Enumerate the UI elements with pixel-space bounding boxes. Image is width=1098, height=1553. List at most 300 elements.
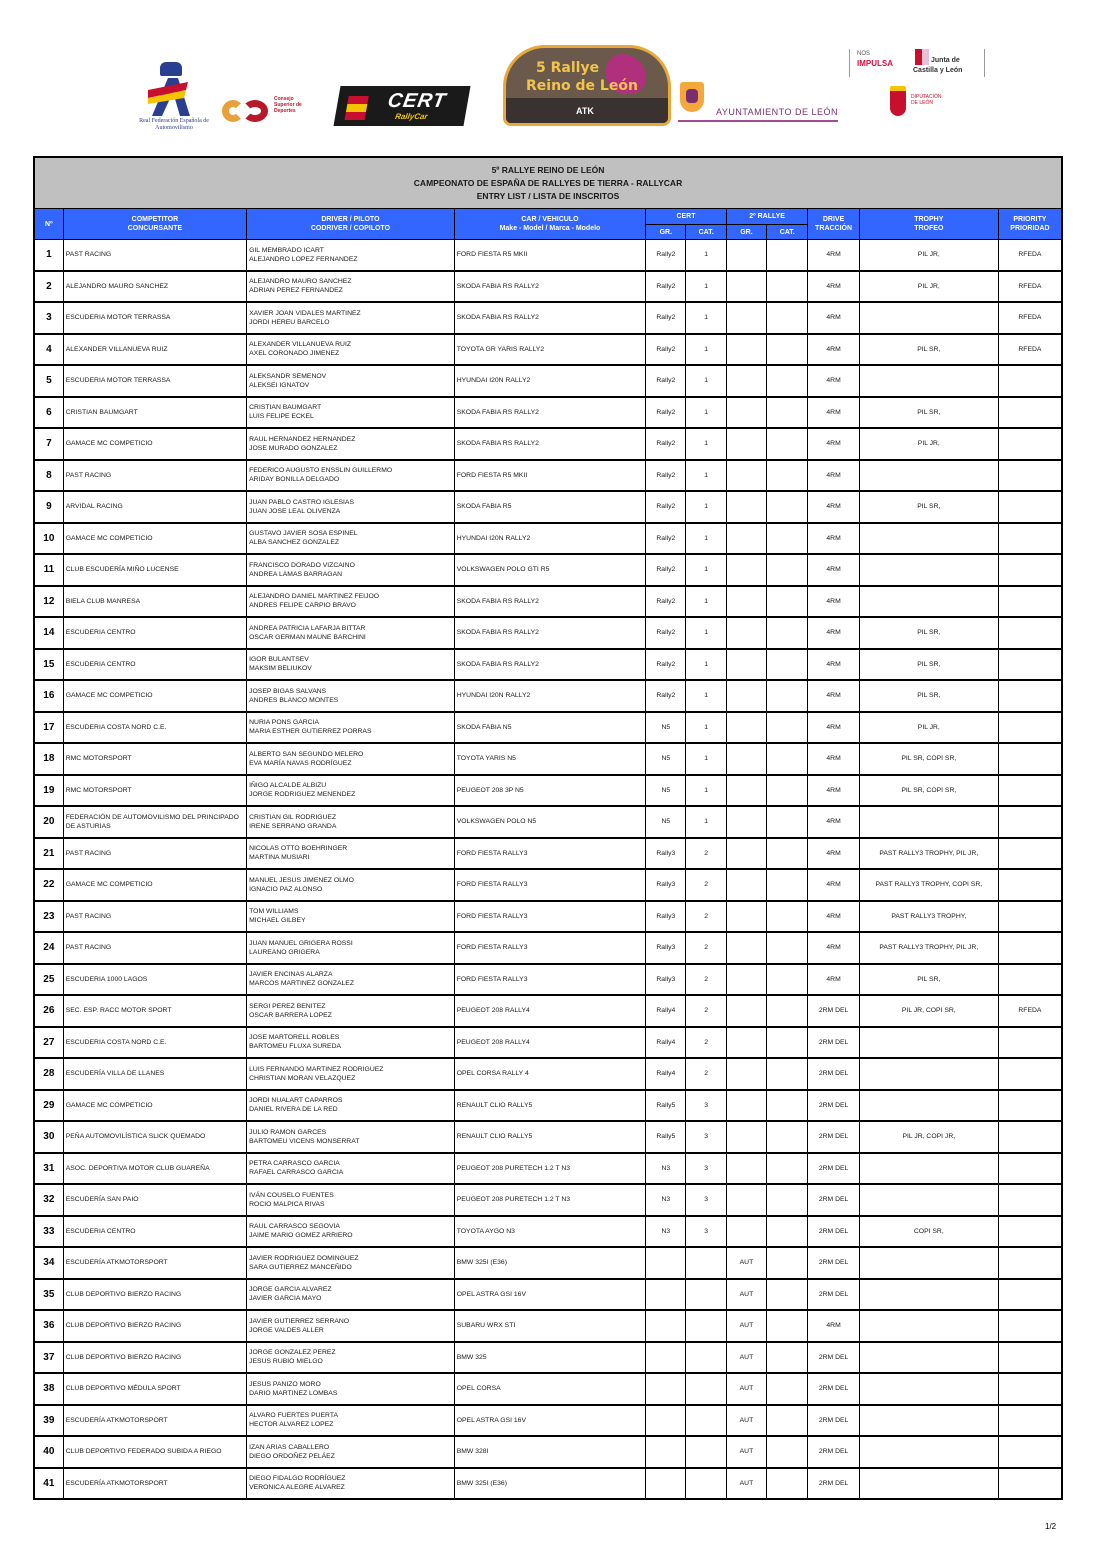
- priority: [998, 869, 1062, 901]
- cert-category: 1: [686, 460, 726, 492]
- rallye2-group: [726, 1184, 766, 1216]
- cert-text: CERT: [385, 90, 448, 112]
- crew: [247, 302, 455, 334]
- rallye2-group: AUT: [726, 1436, 766, 1468]
- rallye2-group: AUT: [726, 1373, 766, 1405]
- spain-flag-icon: [345, 96, 369, 120]
- rallye2-group: [726, 712, 766, 744]
- codriver: BARTOMEU FLUXA SUREDA: [249, 1043, 342, 1051]
- priority: [998, 1468, 1062, 1500]
- trophy: PIL SR,: [859, 649, 998, 681]
- crew: [247, 1468, 455, 1500]
- car: SKODA FABIA RS RALLY2: [454, 428, 645, 460]
- codriver: VERONICA ALEGRE ALVAREZ: [249, 1484, 345, 1492]
- drive-type: 2RM DEL: [808, 995, 859, 1027]
- codriver: SARA GUTIERREZ MANCEÑIDO: [249, 1263, 352, 1271]
- car: OPEL CORSA: [454, 1373, 645, 1405]
- table-row: [34, 932, 1062, 964]
- table-row: [34, 901, 1062, 933]
- cert-group: Rally2: [646, 397, 686, 429]
- cert-group: N3: [646, 1216, 686, 1248]
- trophy: [859, 1027, 998, 1059]
- competitor: PAST RACING: [63, 838, 246, 870]
- cert-logo: [333, 86, 470, 126]
- trophy: PIL JR, COPI SR,: [859, 995, 998, 1027]
- drive-type: 4RM: [808, 964, 859, 996]
- rallye2-category: [767, 428, 808, 460]
- codriver: ALBA SANCHEZ GONZALEZ: [249, 539, 340, 547]
- competitor: GAMACE MC COMPETICIO: [63, 428, 246, 460]
- entry-number: 6: [34, 397, 63, 429]
- car: TOYOTA AYGO N3: [454, 1216, 645, 1248]
- rallye2-group: [726, 869, 766, 901]
- rallye2-category: [767, 1279, 808, 1311]
- rallye2-group: [726, 397, 766, 429]
- table-row: [34, 838, 1062, 870]
- priority: [998, 1184, 1062, 1216]
- competitor: SEC. ESP. RACC MOTOR SPORT: [63, 995, 246, 1027]
- cert-category: [686, 1310, 726, 1342]
- car: VOLKSWAGEN POLO GTI R5: [454, 554, 645, 586]
- entry-number: 26: [34, 995, 63, 1027]
- codriver: IRENE SERRANO GRANDA: [249, 822, 337, 830]
- entry-number: 30: [34, 1121, 63, 1153]
- priority: RFEDA: [998, 302, 1062, 334]
- table-row: [34, 806, 1062, 838]
- rallye2-category: [767, 1310, 808, 1342]
- codriver: LAUREANO GRIGERA: [249, 948, 320, 956]
- entry-number: 12: [34, 586, 63, 618]
- rallye2-group: [726, 995, 766, 1027]
- cert-group: [646, 1468, 686, 1500]
- col-competitor-en: COMPETITOR: [131, 216, 179, 223]
- junta-logo: [845, 45, 985, 81]
- trophy: [859, 1153, 998, 1185]
- crew: [247, 712, 455, 744]
- rallye2-group: [726, 743, 766, 775]
- cert-category: 3: [686, 1090, 726, 1122]
- cert-group: Rally4: [646, 1058, 686, 1090]
- crew: [247, 397, 455, 429]
- codriver: ROCIO MALPICA RIVAS: [249, 1200, 325, 1208]
- competitor: PAST RACING: [63, 240, 246, 271]
- trophy: [859, 1342, 998, 1374]
- driver: MANUEL JESUS JIMENEZ OLMO: [249, 876, 354, 884]
- col-car-l2: Make - Model / Marca - Modelo: [499, 225, 601, 232]
- priority: [998, 932, 1062, 964]
- rallye2-category: [767, 1247, 808, 1279]
- codriver: JORDI HEREU BARCELO: [249, 318, 330, 326]
- rallye2-category: [767, 554, 808, 586]
- codriver: JUAN JOSE LEAL OLIVENZA: [249, 507, 341, 515]
- rallye2-category: [767, 460, 808, 492]
- car: OPEL ASTRA GSI 16V: [454, 1279, 645, 1311]
- col-cert: CERT: [646, 209, 727, 225]
- title-band: [34, 157, 1062, 209]
- col-car: [454, 209, 645, 240]
- col-driver-l2: CODRIVER / COPILOTO: [310, 225, 391, 232]
- car: FORD FIESTA RALLY3: [454, 964, 645, 996]
- codriver: JOSE MURADO GONZALEZ: [249, 444, 338, 452]
- trophy: PIL JR,: [859, 271, 998, 303]
- cert-group: Rally2: [646, 365, 686, 397]
- entry-rows: [34, 240, 1062, 1500]
- plate-line2: Reino de León: [526, 78, 638, 94]
- driver: IVÁN COUSELO FUENTES: [249, 1191, 334, 1199]
- ayuntamiento-logo: [678, 82, 838, 122]
- rallye2-category: [767, 1027, 808, 1059]
- codriver: MAKSIM BELIUKOV: [249, 665, 312, 673]
- competitor: ALEXANDER VILLANUEVA RUIZ: [63, 334, 246, 366]
- drive-type: 2RM DEL: [808, 1247, 859, 1279]
- priority: RFEDA: [998, 995, 1062, 1027]
- crew: [247, 649, 455, 681]
- cert-category: 2: [686, 1058, 726, 1090]
- priority: [998, 838, 1062, 870]
- car: HYUNDAI I20N RALLY2: [454, 523, 645, 555]
- car: HYUNDAI I20N RALLY2: [454, 680, 645, 712]
- cert-category: 3: [686, 1121, 726, 1153]
- rallye2-group: [726, 838, 766, 870]
- sponsor-logos: [0, 0, 1098, 150]
- competitor: ESCUDERIA 1000 LAGOS: [63, 964, 246, 996]
- cert-category: [686, 1279, 726, 1311]
- entry-number: 35: [34, 1279, 63, 1311]
- car: FORD FIESTA RALLY3: [454, 869, 645, 901]
- table-row: [34, 1247, 1062, 1279]
- driver: JORGE GONZALEZ PEREZ: [249, 1349, 336, 1357]
- plate-line1: 5 Rallye: [536, 60, 600, 76]
- priority: [998, 365, 1062, 397]
- rallye2-group: [726, 523, 766, 555]
- entry-number: 10: [34, 523, 63, 555]
- trophy: [859, 302, 998, 334]
- cert-category: 2: [686, 1027, 726, 1059]
- col-rallye2: 2º RALLYE: [726, 209, 808, 225]
- table-row: [34, 1373, 1062, 1405]
- car: SKODA FABIA RS RALLY2: [454, 586, 645, 618]
- diputacion-name: DIPUTACIÓN DE LEÓN: [911, 94, 942, 106]
- trophy: [859, 460, 998, 492]
- priority: [998, 1153, 1062, 1185]
- diputacion-logo: [890, 86, 960, 118]
- competitor: ESCUDERIA CENTRO: [63, 1216, 246, 1248]
- crew: [247, 964, 455, 996]
- entry-number: 2: [34, 271, 63, 303]
- drive-type: 2RM DEL: [808, 1121, 859, 1153]
- competitor: CLUB DEPORTIVO BIERZO RACING: [63, 1342, 246, 1374]
- table-row: [34, 617, 1062, 649]
- driver: JAVIER ENCINAS ALARZA: [249, 971, 333, 979]
- cert-category: 1: [686, 271, 726, 303]
- driver: ANDREA PATRICIA LAFARJA BITTAR: [249, 624, 366, 632]
- entry-number: 4: [34, 334, 63, 366]
- rallye2-group: [726, 932, 766, 964]
- crew: [247, 806, 455, 838]
- competitor: FEDERACIÓN DE AUTOMOVILISMO DEL PRINCIPADO DE ASTURIAS: [63, 806, 246, 838]
- priority: [998, 775, 1062, 807]
- cert-category: 2: [686, 901, 726, 933]
- crew: [247, 1184, 455, 1216]
- entry-number: 25: [34, 964, 63, 996]
- cert-category: 1: [686, 428, 726, 460]
- table-row: [34, 491, 1062, 523]
- competitor: ASOC. DEPORTIVA MOTOR CLUB GUAREÑA: [63, 1153, 246, 1185]
- col-trophy-l1: TROPHY: [914, 216, 944, 223]
- cert-category: [686, 1342, 726, 1374]
- rallye2-category: [767, 838, 808, 870]
- crew: [247, 491, 455, 523]
- car: SUBARU WRX STI: [454, 1310, 645, 1342]
- cert-group: [646, 1279, 686, 1311]
- competitor: PAST RACING: [63, 932, 246, 964]
- codriver: JAVIER GARCIA MAYO: [249, 1295, 322, 1303]
- cert-group: [646, 1342, 686, 1374]
- crew: [247, 1405, 455, 1437]
- cert-category: 1: [686, 523, 726, 555]
- csd-c-shape-icon: [222, 100, 244, 122]
- cert-group: Rally2: [646, 617, 686, 649]
- entry-number: 20: [34, 806, 63, 838]
- priority: [998, 428, 1062, 460]
- trophy: PAST RALLY3 TROPHY, PIL JR,: [859, 932, 998, 964]
- priority: [998, 491, 1062, 523]
- cert-category: 1: [686, 554, 726, 586]
- ayuntamiento-underline: [678, 120, 838, 122]
- driver: IÑIGO ALCALDE ALBIZU: [249, 782, 327, 790]
- entry-number: 16: [34, 680, 63, 712]
- priority: RFEDA: [998, 240, 1062, 271]
- trophy: [859, 1436, 998, 1468]
- priority: [998, 1121, 1062, 1153]
- competitor: ARVIDAL RACING: [63, 491, 246, 523]
- table-row: [34, 1121, 1062, 1153]
- cert-category: 1: [686, 806, 726, 838]
- car: PEUGEOT 208 3P N5: [454, 775, 645, 807]
- crew: [247, 869, 455, 901]
- cert-category: 1: [686, 743, 726, 775]
- list-title: ENTRY LIST / LISTA DE INSCRITOS: [476, 190, 620, 201]
- trophy: PIL JR,: [859, 428, 998, 460]
- crew: [247, 1090, 455, 1122]
- priority: [998, 680, 1062, 712]
- drive-type: 4RM: [808, 617, 859, 649]
- entry-number: 8: [34, 460, 63, 492]
- trophy: COPI SR,: [859, 1216, 998, 1248]
- col-driver: [247, 209, 455, 240]
- drive-type: 2RM DEL: [808, 1090, 859, 1122]
- cert-category: 1: [686, 775, 726, 807]
- codriver: EVA MARÍA NAVAS RODRÍGUEZ: [249, 759, 352, 767]
- trophy: [859, 1310, 998, 1342]
- drive-type: 2RM DEL: [808, 1373, 859, 1405]
- driver: GIL MEMBRADO ICART: [249, 246, 324, 254]
- cert-group: [646, 1373, 686, 1405]
- rallye2-group: AUT: [726, 1247, 766, 1279]
- rallye2-group: AUT: [726, 1279, 766, 1311]
- table-row: [34, 334, 1062, 366]
- cert-category: 1: [686, 617, 726, 649]
- competitor: GAMACE MC COMPETICIO: [63, 1090, 246, 1122]
- competitor: ESCUDERÍA VILLA DE LLANES: [63, 1058, 246, 1090]
- cert-group: Rally2: [646, 649, 686, 681]
- rallye2-group: [726, 806, 766, 838]
- junta-line1: Junta de: [931, 57, 960, 64]
- rallye2-category: [767, 523, 808, 555]
- cert-group: Rally3: [646, 901, 686, 933]
- trophy: PIL SR,: [859, 491, 998, 523]
- competitor: ESCUDERIA COSTA NORD C.E.: [63, 712, 246, 744]
- col-driver-l1: DRIVER / PILOTO: [321, 216, 380, 223]
- csd-s-shape-icon: [242, 100, 268, 122]
- codriver: MARCOS MARTINEZ GONZALEZ: [249, 980, 354, 988]
- drive-type: 4RM: [808, 586, 859, 618]
- car: FORD FIESTA R5 MKII: [454, 240, 645, 271]
- drive-type: 2RM DEL: [808, 1468, 859, 1500]
- drive-type: 4RM: [808, 901, 859, 933]
- cert-group: [646, 1405, 686, 1437]
- drive-type: 4RM: [808, 869, 859, 901]
- rallye2-category: [767, 302, 808, 334]
- car: BMW 325I (E36): [454, 1468, 645, 1500]
- entry-number: 7: [34, 428, 63, 460]
- col-priority: [998, 209, 1062, 240]
- car: FORD FIESTA RALLY3: [454, 932, 645, 964]
- drive-type: 4RM: [808, 932, 859, 964]
- rallye2-category: [767, 712, 808, 744]
- trophy: [859, 554, 998, 586]
- codriver: ANDRES FELIPE CARPIO BRAVO: [249, 602, 356, 610]
- crew: [247, 932, 455, 964]
- driver: XAVIER JOAN VIDALES MARTINEZ: [249, 309, 361, 317]
- entry-number: 18: [34, 743, 63, 775]
- csd-logo: [222, 92, 312, 132]
- car: BMW 325I (E36): [454, 1247, 645, 1279]
- crew: [247, 1436, 455, 1468]
- cert-group: Rally5: [646, 1121, 686, 1153]
- crew: [247, 271, 455, 303]
- drive-type: 4RM: [808, 523, 859, 555]
- entry-number: 33: [34, 1216, 63, 1248]
- driver: LUIS FERNANDO MARTINEZ RODRIGUEZ: [249, 1065, 384, 1073]
- ayuntamiento-name: AYUNTAMIENTO DE LEÓN: [716, 107, 839, 117]
- competitor: ESCUDERIA CENTRO: [63, 649, 246, 681]
- rallye2-category: [767, 240, 808, 271]
- competitor: ESCUDERIA MOTOR TERRASSA: [63, 302, 246, 334]
- cert-group: [646, 1436, 686, 1468]
- priority: [998, 1373, 1062, 1405]
- drive-type: 4RM: [808, 334, 859, 366]
- rallye2-category: [767, 1090, 808, 1122]
- drive-type: 4RM: [808, 775, 859, 807]
- cert-category: 2: [686, 964, 726, 996]
- priority: [998, 901, 1062, 933]
- driver: ALBERTO SAN SEGUNDO MELERO: [249, 750, 364, 758]
- competitor: ESCUDERIA MOTOR TERRASSA: [63, 365, 246, 397]
- driver: RAUL CARRASCO SEGOVIA: [249, 1223, 340, 1231]
- table-row: [34, 271, 1062, 303]
- crew: [247, 1342, 455, 1374]
- trophy: PIL SR,: [859, 334, 998, 366]
- driver: JORDI NUALART CAPARROS: [249, 1097, 343, 1105]
- crew: [247, 901, 455, 933]
- cert-group: Rally5: [646, 1090, 686, 1122]
- trophy: [859, 806, 998, 838]
- rallye2-group: [726, 491, 766, 523]
- rallye2-category: [767, 334, 808, 366]
- driver: JULIO RAMON GARCES: [249, 1128, 327, 1136]
- rallye2-group: [726, 1153, 766, 1185]
- crew: [247, 240, 455, 271]
- rallye2-group: [726, 554, 766, 586]
- trophy: PIL SR, COPI SR,: [859, 743, 998, 775]
- drive-type: 2RM DEL: [808, 1216, 859, 1248]
- table-row: [34, 586, 1062, 618]
- trophy: PIL JR,: [859, 240, 998, 271]
- table-row: [34, 1468, 1062, 1500]
- document-subtitle: CAMPEONATO DE ESPAÑA DE RALLYES DE TIERRA - RALLYCAR: [413, 177, 683, 188]
- codriver: AXEL CORONADO JIMENEZ: [249, 350, 340, 358]
- cert-category: 1: [686, 680, 726, 712]
- trophy: [859, 1373, 998, 1405]
- driver: JOSE MARTORELL ROBLES: [249, 1034, 340, 1042]
- priority: [998, 397, 1062, 429]
- col-drive: [808, 209, 859, 240]
- codriver: ALEKSEI IGNATOV: [249, 381, 310, 389]
- driver: JOSEP BIGAS SALVANS: [249, 687, 327, 695]
- driver: ALEJANDRO DANIEL MARTINEZ FEIJOO: [249, 593, 380, 601]
- trophy: [859, 523, 998, 555]
- codriver: JORGE RODRIGUEZ MENENDEZ: [249, 791, 356, 799]
- cert-category: 1: [686, 302, 726, 334]
- cert-group: Rally2: [646, 460, 686, 492]
- impulsa-text: IMPULSA: [857, 59, 893, 68]
- col-priority-l1: PRIORITY: [1013, 216, 1047, 223]
- entry-number: 3: [34, 302, 63, 334]
- rallye2-category: [767, 1373, 808, 1405]
- table-row: [34, 460, 1062, 492]
- car: VOLKSWAGEN POLO N5: [454, 806, 645, 838]
- rallye2-category: [767, 649, 808, 681]
- trophy: [859, 1279, 998, 1311]
- rallye2-category: [767, 1216, 808, 1248]
- cert-rallycar-text: RallyCar: [394, 112, 429, 121]
- rallye2-group: AUT: [726, 1342, 766, 1374]
- competitor: CLUB DEPORTIVO FEDERADO SUBIDA A RIEGO: [63, 1436, 246, 1468]
- crew: [247, 838, 455, 870]
- entry-number: 37: [34, 1342, 63, 1374]
- table-row: [34, 964, 1062, 996]
- col-priority-l2: PRIORIDAD: [1010, 225, 1050, 232]
- drive-type: 4RM: [808, 365, 859, 397]
- table-row: [34, 775, 1062, 807]
- drive-type: 4RM: [808, 460, 859, 492]
- codriver: OSCAR GERMAN MAUNE BARCHINI: [249, 633, 366, 641]
- priority: [998, 1216, 1062, 1248]
- entry-number: 31: [34, 1153, 63, 1185]
- cert-group: Rally2: [646, 680, 686, 712]
- car: SKODA FABIA R5: [454, 491, 645, 523]
- cert-category: [686, 1373, 726, 1405]
- table-row: [34, 649, 1062, 681]
- priority: [998, 712, 1062, 744]
- table-row: [34, 302, 1062, 334]
- codriver: MARIA ESTHER GUTIERREZ PORRAS: [249, 728, 372, 736]
- entry-number: 29: [34, 1090, 63, 1122]
- rallye2-group: [726, 1090, 766, 1122]
- rallye2-category: [767, 806, 808, 838]
- trophy: [859, 1058, 998, 1090]
